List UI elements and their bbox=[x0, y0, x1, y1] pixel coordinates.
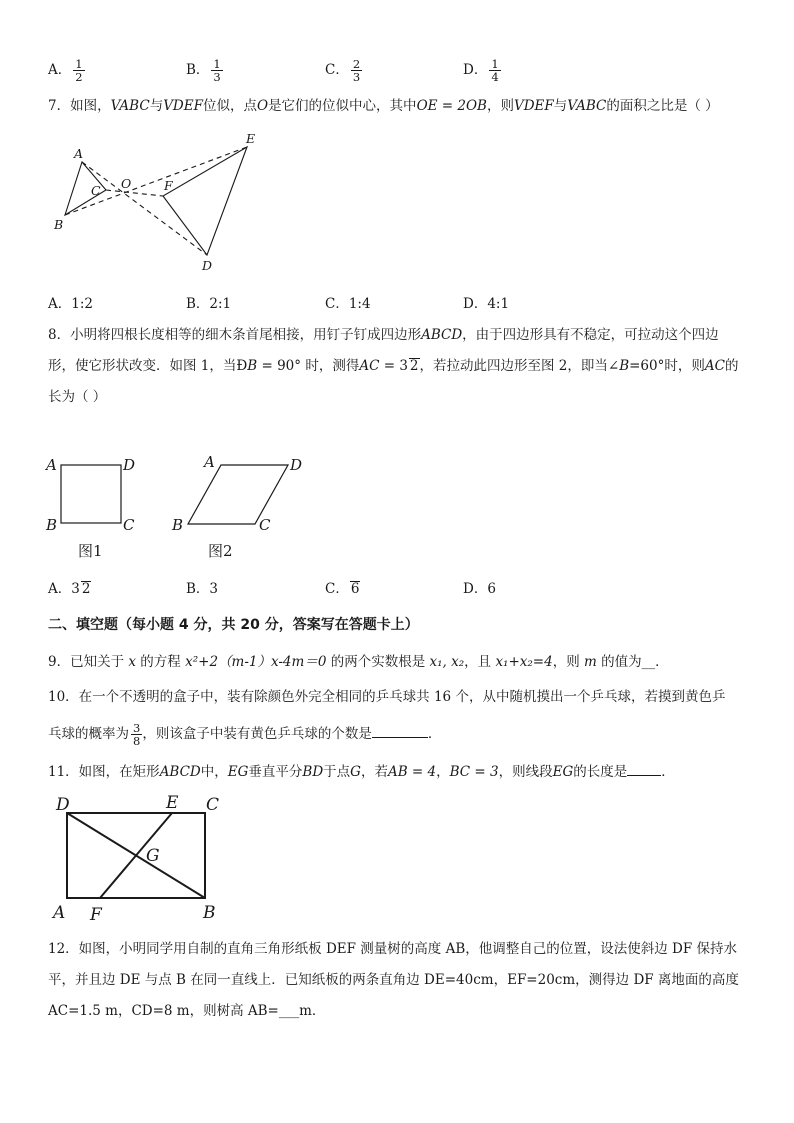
math: x₁, x₂ bbox=[429, 654, 465, 670]
text: 的长度是 bbox=[573, 764, 628, 780]
numerator: 3 bbox=[133, 721, 141, 735]
fig1-label-c: C bbox=[123, 516, 135, 534]
label-c: C bbox=[91, 183, 101, 198]
label-d: D bbox=[202, 258, 213, 273]
math: ABCD bbox=[159, 764, 201, 780]
text: 中， bbox=[200, 764, 228, 780]
text: =60°时，则 bbox=[629, 358, 705, 374]
q7-option-b: B．2:1 bbox=[186, 296, 232, 312]
math: B bbox=[247, 358, 258, 374]
fig2-label-c: C bbox=[259, 516, 271, 534]
math: AB = 4 bbox=[387, 764, 437, 780]
math: x₁+x₂=4 bbox=[495, 654, 553, 670]
option-label: C． bbox=[325, 62, 349, 78]
sqrt: 6 bbox=[350, 581, 360, 597]
text: 9．已知关于 bbox=[48, 654, 129, 670]
text: ，若拉动此四边形至图 2，即当∠ bbox=[419, 358, 620, 374]
sqrt: 2 bbox=[409, 358, 419, 374]
text: ，由于四边形具有不稳定，可拉动这个四边 bbox=[462, 327, 719, 343]
math: VABC bbox=[567, 98, 607, 114]
math: EG bbox=[227, 764, 249, 780]
math: VDEF bbox=[513, 98, 554, 114]
text: 的两个实数根是 bbox=[326, 654, 430, 670]
q12-stem-line3: AC=1.5 m，CD=8 m，则树高 AB=___m． bbox=[48, 1003, 326, 1019]
label-b: B bbox=[54, 217, 64, 232]
text: 与 bbox=[149, 98, 164, 114]
math: VABC bbox=[110, 98, 150, 114]
text: 的 bbox=[724, 358, 739, 374]
q7-option-d: D．4:1 bbox=[463, 296, 510, 312]
option-label: B． bbox=[186, 62, 210, 78]
text: 的方程 bbox=[136, 654, 186, 670]
text: ． bbox=[661, 764, 675, 780]
math: x²+2（m-1）x-4m＝0 bbox=[185, 654, 327, 670]
segment-ef bbox=[100, 813, 172, 898]
text: 与 bbox=[553, 98, 568, 114]
text: = 90° 时，测得 bbox=[257, 358, 360, 374]
label-o: O bbox=[121, 176, 132, 191]
text: ，若 bbox=[360, 764, 388, 780]
q8-stem-line3: 长为（ ） bbox=[48, 389, 107, 405]
text: ，则线段 bbox=[498, 764, 553, 780]
option-label: D． bbox=[463, 62, 488, 78]
fig2-label-d: D bbox=[290, 456, 303, 474]
math: BC = 3 bbox=[449, 764, 499, 780]
fig2-label-a: A bbox=[204, 453, 215, 471]
option-label: A． bbox=[48, 581, 72, 597]
fig1-label-a: A bbox=[46, 456, 57, 474]
numerator: 1 bbox=[213, 57, 221, 71]
math: x bbox=[128, 654, 137, 670]
q12-stem-line2: 平，并且边 DE 与点 B 在同一直线上．已知纸板的两条直角边 DE=40cm，EF=20cm，测得边 DF 离地面的高度 bbox=[48, 972, 739, 988]
text: 是它们的位似中心，其中 bbox=[268, 98, 417, 114]
text: 位似，点 bbox=[202, 98, 257, 114]
denominator: 4 bbox=[491, 70, 499, 84]
label-f: F bbox=[164, 178, 173, 193]
label-a: A bbox=[53, 903, 66, 923]
fig1-label-d: D bbox=[123, 456, 136, 474]
numerator: 1 bbox=[75, 57, 83, 71]
label-b: B bbox=[203, 903, 216, 923]
q7-option-c: C．1:4 bbox=[325, 296, 371, 312]
math: B bbox=[619, 358, 630, 374]
numerator: 2 bbox=[352, 57, 361, 71]
q8-option-d: D．6 bbox=[463, 581, 496, 597]
math: O bbox=[256, 98, 269, 114]
text: ， bbox=[436, 764, 450, 780]
fig2-caption: 图2 bbox=[208, 542, 233, 560]
numerator: 1 bbox=[491, 57, 499, 71]
label-g: G bbox=[146, 846, 160, 866]
sqrt: 2 bbox=[81, 581, 91, 597]
text: 11．如图，在矩形 bbox=[48, 764, 160, 780]
q10-stem-line1: 10．在一个不透明的盒子中，装有除颜色外完全相同的乒乓球共 16 个，从中随机摸出一个乒乓球，若摸到黄色乒 bbox=[48, 689, 726, 705]
text: 的面积之比是（ ） bbox=[606, 98, 719, 114]
text: 7．如图， bbox=[48, 98, 111, 114]
math: m bbox=[584, 654, 597, 670]
math: AC bbox=[359, 358, 380, 374]
math: VDEF bbox=[163, 98, 203, 114]
text: 垂直平分 bbox=[248, 764, 303, 780]
text: 形，使它形状改变．如图 1，当Ð bbox=[48, 358, 248, 374]
text: ． bbox=[427, 726, 442, 742]
math: BD bbox=[302, 764, 324, 780]
text: 乓球的概率为 bbox=[48, 726, 129, 742]
text: 于点 bbox=[323, 764, 351, 780]
fig2-label-b: B bbox=[172, 516, 184, 534]
math: ABCD bbox=[421, 327, 463, 343]
denominator: 3 bbox=[213, 70, 221, 84]
denominator: 3 bbox=[352, 70, 361, 84]
option-label: C． bbox=[325, 581, 349, 597]
text: ，则 bbox=[552, 654, 584, 670]
fig1-caption: 图1 bbox=[78, 542, 103, 560]
q8-option-b: B．3 bbox=[186, 581, 219, 597]
fig1-label-b: B bbox=[46, 516, 58, 534]
denominator: 2 bbox=[75, 70, 83, 84]
text: = 3 bbox=[379, 358, 408, 374]
label-f: F bbox=[90, 905, 102, 925]
label-a: A bbox=[74, 146, 84, 161]
label-e: E bbox=[246, 131, 256, 146]
math: OE = 2OB bbox=[416, 98, 487, 114]
label-e: E bbox=[166, 793, 179, 813]
coefficient: 3 bbox=[71, 581, 80, 597]
text: 8．小明将四根长度相等的细木条首尾相接，用钉子钉成四边形 bbox=[48, 327, 422, 343]
text: 的值为__． bbox=[596, 654, 669, 670]
text: ，则该盒子中装有黄色乒乓球的个数是 bbox=[142, 726, 372, 742]
math: G bbox=[350, 764, 361, 780]
section-heading: 二、填空题（每小题 4 分，共 20 分，答案写在答题卡上） bbox=[48, 617, 419, 633]
q7-option-a: A．1:2 bbox=[48, 296, 93, 312]
denominator: 8 bbox=[133, 734, 141, 748]
math: AC bbox=[704, 358, 725, 374]
option-label: A． bbox=[48, 62, 72, 78]
label-d: D bbox=[56, 795, 70, 815]
math: EG bbox=[552, 764, 574, 780]
q12-stem-line1: 12．如图，小明同学用自制的直角三角形纸板 DEF 测量树的高度 AB，他调整自己的位置，设法使斜边 DF 保持水 bbox=[48, 941, 738, 957]
text: ，且 bbox=[464, 654, 496, 670]
label-c: C bbox=[206, 795, 220, 815]
text: ，则 bbox=[486, 98, 514, 114]
